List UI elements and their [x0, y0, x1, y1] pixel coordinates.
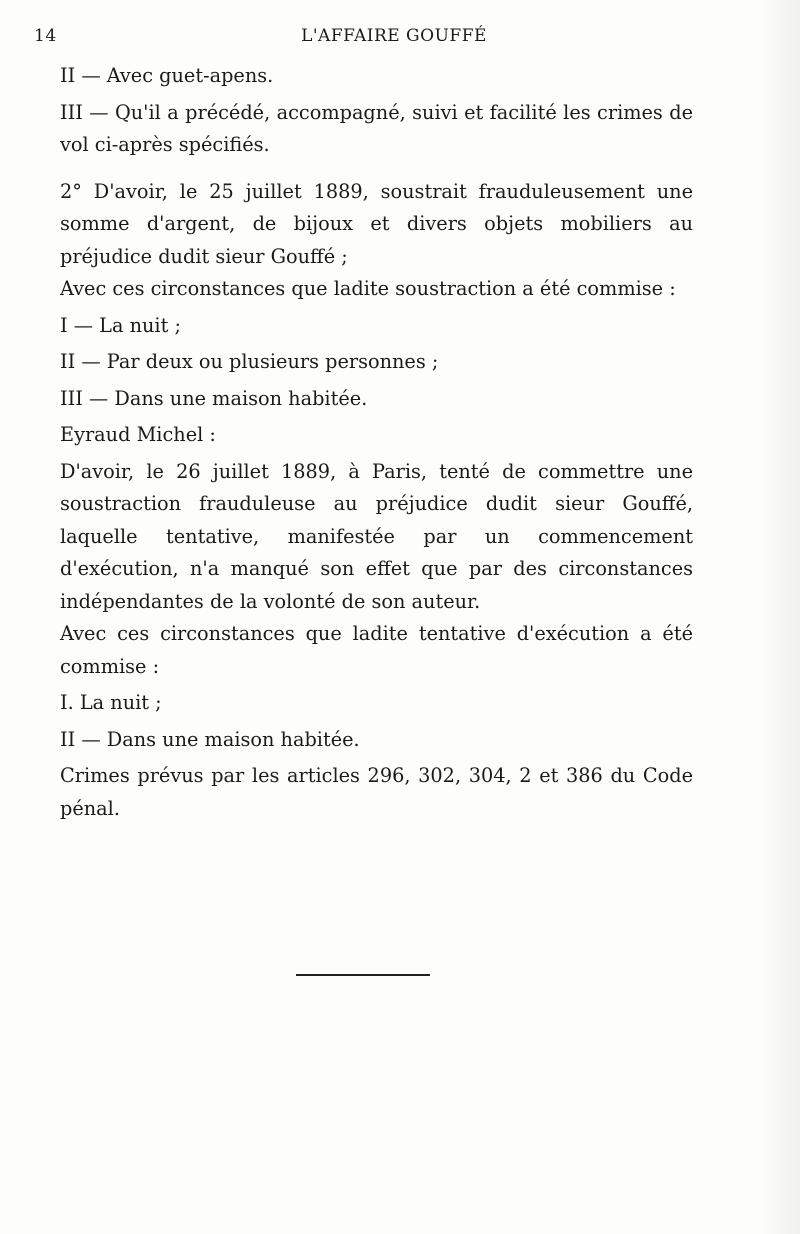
paragraph-1: II — Avec guet-apens.: [60, 64, 274, 87]
section-divider: [296, 974, 430, 976]
paragraph-10: Avec ces circonstances que ladite tentative d'exécution a été commise :: [60, 622, 693, 678]
paragraph-9: D'avoir, le 26 juillet 1889, à Paris, tenté de commettre une soustraction frauduleuse au préjudice dudit sieur Gouffé, laquelle tentative, manifestée par un commencement d'exécution, n'a manqué son effet que par des circonstances indépendantes de la volonté de son auteur.: [60, 459, 693, 613]
running-title: L'AFFAIRE GOUFFÉ: [301, 26, 487, 46]
paragraph-7: III — Dans une maison habitée.: [60, 386, 368, 410]
page-body: [60, 60, 693, 825]
page-edge-shadow: [760, 0, 800, 1234]
paragraph-13: Crimes prévus par les articles 296, 302, 304, 2 et 386 du Code pénal.: [60, 764, 693, 820]
paragraph-11: I. La nuit ;: [60, 691, 162, 714]
paragraph-8: Eyraud Michel :: [60, 423, 216, 446]
paragraph-4: Avec ces circonstances que ladite soustraction a été commise :: [60, 277, 676, 300]
paragraph-6: II — Par deux ou plusieurs personnes ;: [60, 350, 439, 373]
paragraph-2: III — Qu'il a précédé, accompagné, suivi et facilité les crimes de vol ci-après spécifiés.: [60, 100, 693, 156]
page-number: 14: [34, 26, 57, 46]
paragraph-5: I — La nuit ;: [60, 313, 181, 337]
paragraph-12: II — Dans une maison habitée.: [60, 727, 360, 751]
paragraph-3: 2° D'avoir, le 25 juillet 1889, soustrait frauduleusement une somme d'argent, de bijoux et divers objets mobiliers au préjudice dudit sieur Gouffé ;: [60, 179, 693, 268]
page-header: [34, 26, 694, 50]
